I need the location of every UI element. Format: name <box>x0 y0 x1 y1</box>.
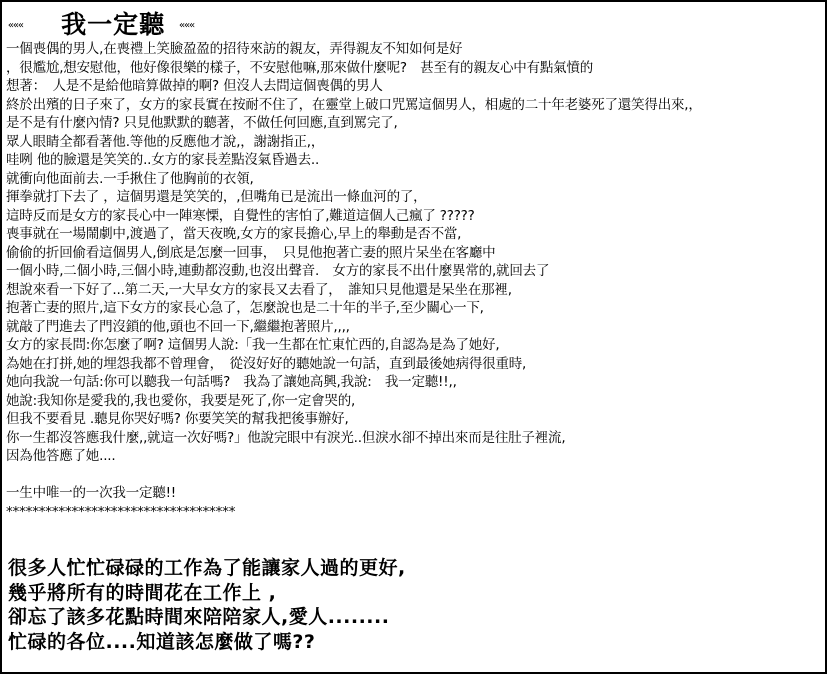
story-line: 就衝向他面前去.一手揪住了他胸前的衣領, <box>6 170 254 187</box>
story-line: 因為他答應了她.... <box>6 448 116 464</box>
closing-line: 幾乎將所有的時間花在工作上 , <box>8 581 277 604</box>
story-line: 一生中唯一的一次我一定聽!! <box>6 485 177 501</box>
story-line: 終於出殯的日子來了，女方的家長實在按耐不住了，在靈堂上破口咒罵這個男人，相處的二十年老婆死了還笑得出來,， <box>6 96 702 113</box>
story-line: 喪事就在一場鬧劇中,渡過了，當天夜晚,女方的家長擔心,早上的舉動是否不當, <box>6 226 462 242</box>
story-line: 哇咧 他的臉還是笑笑的..女方的家長差點沒氣昏過去.. <box>6 152 320 168</box>
story-line: 女方的家長問:你怎麼了啊? 這個男人說:「我一生都在忙東忙西的,自認為是為了她好, <box>6 337 500 353</box>
blank-line <box>6 466 821 485</box>
story-line: 為她在打拼,她的埋怨我都不曾理會， 從沒好好的聽她說一句話，直到最後她病得很重時, <box>6 355 527 372</box>
title-ornament-right: ««« <box>179 20 195 31</box>
closing-line: 很多人忙忙碌碌的工作為了能讓家人過的更好, <box>8 557 406 579</box>
story-line: 想著： 人是不是給他暗算做掉的啊? 但沒人去問這個喪偶的男人 <box>6 78 383 94</box>
closing-line: 卻忘了該多花點時間來陪陪家人,愛人........ <box>8 606 390 628</box>
story-line: 是不是有什麼內情? 只見他默默的聽著，不做任何回應,直到罵完了, <box>6 115 398 131</box>
story-line: 揮拳就打下去了 ，這個男還是笑笑的，,但嘴角已是流出一條血河的了， <box>6 189 427 205</box>
title-ornament-left: ««« <box>8 20 24 31</box>
closing-line: 忙碌的各位....知道該怎麼做了嗎?? <box>8 630 316 653</box>
story-line: 你一生都沒答應我什麼,,就這一次好嗎?」他說完眼中有淚光..但淚水卻不掉出來而是往肚子裡流, <box>6 429 566 446</box>
title-row <box>8 8 194 38</box>
story-line: 想說來看一下好了...第二天,一大早女方的家長又去看了， 誰知只見他還是呆坐在那裡, <box>6 281 512 298</box>
story-line: 這時反而是女方的家長心中一陣寒慄，自覺性的害怕了,難道這個人己瘋了 ????? <box>6 207 475 224</box>
story-line: 一個喪偶的男人,在喪禮上笑臉盈盈的招待來訪的親友，弄得親友不知如何是好 <box>6 41 463 57</box>
story-line: 偷偷的折回偷看這個男人,倒底是怎麼一回事， 只見他抱著亡妻的照片呆坐在客廳中 <box>6 244 496 261</box>
closing-message <box>8 556 820 654</box>
page-title: 我一定聽 <box>61 10 166 39</box>
story-line: 就敲了門進去了門沒鎖的他,頭也不回一下,繼繼抱著照片,,,, <box>6 318 350 335</box>
separator-line: *********************************** <box>6 503 236 520</box>
story-line: 她向我說一句話:你可以聽我一句話嗎? 我為了讓她高興,我說: 我一定聽!!,, <box>6 374 457 390</box>
story-line: 抱著亡妻的照片,這下女方的家長心急了，怎麼說也是二十年的半子,至少關心一下, <box>6 300 484 316</box>
story-line: 但我不要看見 .聽見你哭好嗎? 你要笑笑的幫我把後事辦好, <box>6 411 349 427</box>
story-line: 她說:我知你是愛我的,我也愛你，我要是死了,你一定會哭的, <box>6 392 356 409</box>
story-line: 眾人眼睛全都看著他.等他的反應他才說,，謝謝指正,， <box>6 133 325 150</box>
story-text <box>6 40 821 521</box>
story-line: 一個小時,二個小時,三個小時,連動都沒動,也沒出聲音. 女方的家長不出什麼異常的,就回去了 <box>6 263 550 279</box>
story-line: ，很尷尬,想安慰他，他好像很樂的樣子，不安慰他嘛,那來做什麼呢? 甚至有的親友心中有點氣憤的 <box>6 59 594 76</box>
